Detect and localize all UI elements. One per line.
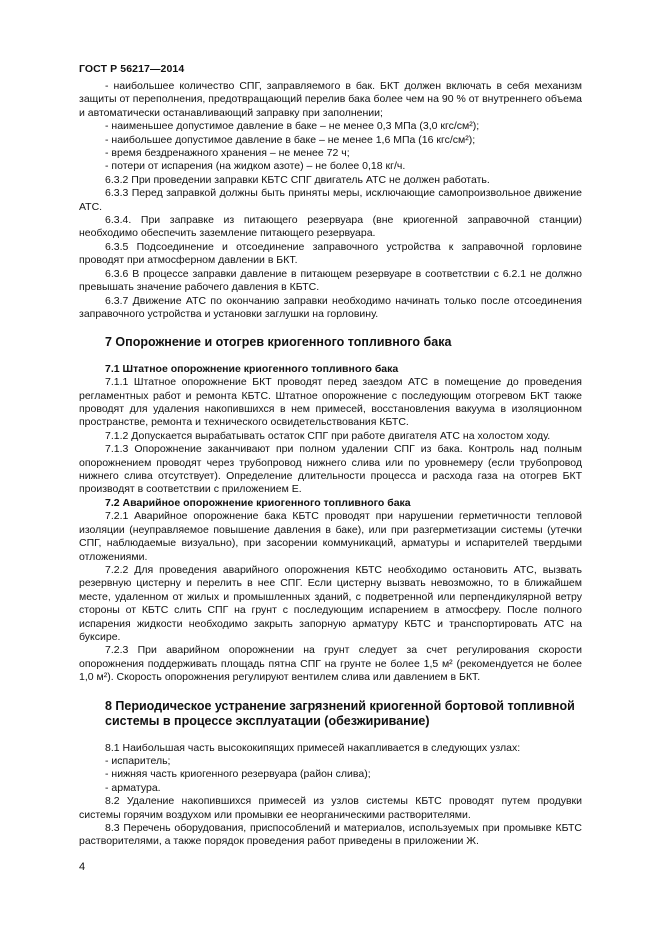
paragraph: 6.3.7 Движение АТС по окончанию заправки необходимо начинать только после отсоединения заправочного устройства и установки заглушки на горловину. — [79, 294, 582, 320]
list-item: - арматура. — [105, 781, 161, 794]
list-item: - наибольшее допустимое давление в баке – не менее 1,6 МПа (16 кгс/см²); — [105, 133, 476, 146]
paragraph: 6.3.4. При заправке из питающего резервуара (вне криогенной заправочной станции) необходимо обеспечить заземление питающего резервуара. — [79, 214, 582, 240]
list-item: - испаритель; — [105, 754, 171, 767]
document-body — [79, 80, 582, 849]
list-item: - потери от испарения (на жидком азоте) – не более 0,18 кг/ч. — [105, 160, 406, 173]
subsection-heading: 7.1 Штатное опорожнение криогенного топливного бака — [105, 362, 399, 375]
paragraph: 6.3.3 Перед заправкой должны быть приняты меры, исключающие самопроизвольное движение АТС. — [79, 187, 582, 213]
paragraph: 8.1 Наибольшая часть высококипящих примесей накапливается в следующих узлах: — [105, 741, 521, 754]
paragraph: 8.3 Перечень оборудования, приспособлений и материалов, используемых при промывке КБТС растворителями, а также порядок проведения работ приведены в приложении Ж. — [79, 822, 582, 848]
list-item: - наименьшее допустимое давление в баке – не менее 0,3 МПа (3,0 кгс/см²); — [105, 120, 480, 133]
paragraph: 8.2 Удаление накопившихся примесей из узлов системы КБТС проводят путем продувки системы горячим воздухом или промывки ее неорганическими растворителями. — [79, 795, 582, 821]
paragraph: 7.1.3 Опорожнение заканчивают при полном удалении СПГ из бака. Контроль над полным опорожнением проводят через трубопровод нижнего слива или по уровнемеру (если трубопровод нижнего слива отсутствует). Определение длительности процесса и расхода газа на отогрев БКТ производят в соответствии с приложением Е. — [79, 443, 582, 496]
paragraph: 6.3.6 В процессе заправки давление в питающем резервуаре в соответствии с 6.2.1 не должно превышать значение рабочего давления в КБТС. — [79, 267, 582, 294]
list-item: - нижняя часть криогенного резервуара (район слива); — [105, 768, 371, 781]
paragraph: 7.2.1 Аварийное опорожнение бака КБТС проводят при нарушении герметичности тепловой изоляции (неуправляемое повышение давления в баке), или при разгерметизации системы (утечки СПГ, наблюдаемые визуально), при засорении коммуникаций, арматуры и испарителей твердыми отложениями. — [79, 510, 582, 563]
paragraph: 7.1.2 Допускается вырабатывать остаток СПГ при работе двигателя АТС на холостом ходу. — [105, 429, 551, 442]
paragraph: 6.3.2 При проведении заправки КБТС СПГ двигатель АТС не должен работать. — [105, 173, 490, 186]
paragraph: 7.2.3 При аварийном опорожнении на грунт следует за счет регулирования скорости опорожнения поддерживать площадь пятна СПГ на грунте не более 1,5 м² (рекомендуется не более 1,0 м²). Скорость опорожнения регулируют вентилем слива или давлением в БКТ. — [79, 644, 582, 684]
paragraph: - наибольшее количество СПГ, заправляемого в бак. БКТ должен включать в себя механизм защиты от переполнения, предотвращающий перелив бака более чем на 90 % от внутреннего объема и автоматически останавливающий заправку при заполнении; — [79, 80, 582, 119]
page-number: 4 — [79, 861, 86, 873]
document-header: ГОСТ Р 56217—2014 — [79, 63, 185, 75]
subsection-heading: 7.2 Аварийное опорожнение криогенного топливного бака — [105, 496, 411, 509]
paragraph: 6.3.5 Подсоединение и отсоединение заправочного устройства к заправочной горловине проводят при атмосферном давлении в БКТ. — [79, 240, 582, 267]
list-item: - время бездренажного хранения – не менее 72 ч; — [105, 147, 350, 160]
paragraph: 7.1.1 Штатное опорожнение БКТ проводят перед заездом АТС в помещение до проведения регламентных работ и ремонта КБТС. Штатное опорожнение с последующим отогревом БКТ также проводят для удаления накопившихся в нем примесей, восстановления вакуума в изоляционном пространстве, ремонта и технического освидетельствования КБТС. — [79, 376, 582, 429]
section-heading: 8 Периодическое устранение загрязнений криогенной бортовой топливной системы в процессе эксплуатации (обезжиривание) — [105, 698, 575, 729]
paragraph: 7.2.2 Для проведения аварийного опорожнения КБТС необходимо остановить АТС, вызвать резервную цистерну и перелить в нее СПГ. Если цистерну вызвать невозможно, то в ближайшем месте, удаленном от жилых и промышленных зданий, с подветренной или перпендикулярной ветру стороны от КБТС слить СПГ на грунт с последующим испарением в атмосферу. После полного испарения жидкости необходимо закрыть запорную арматуру КБТС и транспортировать АТС на буксире. — [79, 563, 582, 643]
section-heading: 7 Опорожнение и отогрев криогенного топливного бака — [105, 335, 452, 350]
